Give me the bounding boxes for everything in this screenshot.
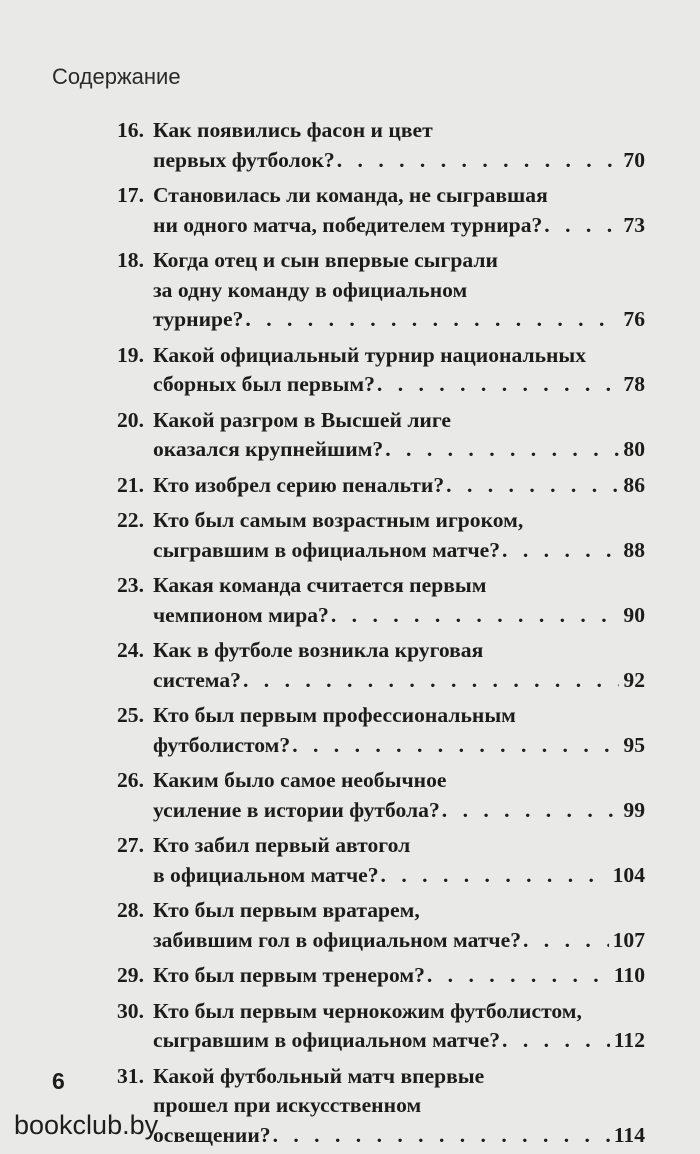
toc-entry-page: 99 — [623, 797, 645, 822]
dot-leader — [331, 601, 620, 631]
dot-leader — [502, 1026, 610, 1056]
toc-entry-number: 29. — [117, 963, 144, 987]
toc-entry-body — [153, 636, 645, 695]
toc-entry-page: 110 — [613, 963, 645, 987]
toc-entry — [117, 636, 645, 695]
toc-entry-number: 16. — [117, 118, 144, 142]
dot-leader — [245, 305, 619, 335]
toc-entry-page: 107 — [612, 927, 645, 952]
toc-entry-title-end: сыгравшим в официальном матче? — [153, 537, 501, 562]
toc-entry-page: 92 — [623, 667, 645, 692]
toc-entry-page: 95 — [623, 732, 645, 757]
toc-entry-last-line — [153, 471, 645, 501]
toc-entry-last-line — [153, 146, 645, 176]
toc-entry-number: 26. — [117, 768, 144, 792]
toc-entry-title-line: Какой официальный турнир национальных — [153, 342, 587, 367]
toc-entry-title-end: сборных был первым? — [153, 372, 375, 396]
toc-entry — [117, 246, 645, 335]
toc-entry-title-end: Кто изобрел серию пенальти? — [153, 472, 445, 497]
toc-entry — [117, 471, 645, 501]
toc-entry-title-end: первых футболок? — [153, 147, 335, 172]
toc-entry-title-line: прошел при искусственном — [153, 1093, 422, 1117]
toc-entry-number: 31. — [117, 1063, 144, 1088]
toc-entry-body — [153, 471, 645, 501]
toc-entry-body — [153, 831, 645, 890]
toc-entry-number: 30. — [117, 998, 144, 1023]
table-of-contents — [117, 116, 645, 1150]
toc-entry-page: 76 — [623, 307, 645, 331]
toc-entry-last-line — [153, 1026, 645, 1056]
toc-entry-title-end: забившим гол в официальном матче? — [153, 927, 521, 952]
dot-leader — [273, 1121, 610, 1151]
toc-entry-body — [153, 341, 645, 400]
toc-entry — [117, 571, 645, 630]
toc-entry-number: 21. — [117, 472, 144, 497]
watermark: bookclub.by — [14, 1110, 159, 1140]
page-number: 6 — [52, 1068, 65, 1094]
toc-entry-title-line: Кто был самым возрастным игроком, — [153, 508, 524, 532]
toc-entry-last-line — [153, 435, 645, 465]
toc-entry-title-line: Кто был первым вратарем, — [153, 898, 420, 922]
toc-entry-body — [153, 1062, 645, 1151]
dot-leader — [381, 861, 609, 891]
toc-entry-title-line: Как появились фасон и цвет — [153, 118, 433, 142]
toc-entry-title-end: футболистом? — [153, 732, 291, 757]
dot-leader — [502, 536, 619, 566]
toc-entry-body — [153, 181, 645, 240]
toc-entry-title-end: усиление в истории футбола? — [153, 797, 440, 822]
dot-leader — [523, 926, 609, 956]
toc-entry-title-line: Когда отец и сын впервые сыграли — [153, 248, 498, 272]
toc-entry-page: 70 — [623, 147, 645, 172]
toc-entry-body — [153, 701, 645, 760]
toc-entry-body — [153, 406, 645, 465]
toc-entry-last-line — [153, 1121, 645, 1151]
toc-entry — [117, 961, 645, 991]
toc-entry-body — [153, 571, 645, 630]
toc-entry-title-line: Кто был первым профессиональным — [153, 703, 516, 727]
toc-entry-body — [153, 506, 645, 565]
toc-entry — [117, 831, 645, 890]
toc-entry-page: 80 — [623, 437, 645, 461]
toc-entry-title-end: в официальном матче? — [153, 862, 379, 887]
dot-leader — [385, 435, 619, 465]
toc-entry — [117, 181, 645, 240]
dot-leader — [292, 731, 619, 761]
toc-entry-number: 25. — [117, 703, 144, 727]
dot-leader — [544, 211, 619, 241]
toc-entry-number: 20. — [117, 407, 144, 432]
toc-entry-page: 90 — [623, 602, 645, 627]
toc-entry-body — [153, 766, 645, 825]
toc-entry — [117, 997, 645, 1056]
toc-entry-page: 112 — [613, 1028, 645, 1052]
toc-entry-number: 23. — [117, 573, 144, 597]
toc-entry-title-line: за одну команду в официальном — [153, 277, 468, 302]
toc-entry-body — [153, 246, 645, 335]
toc-entry-last-line — [153, 211, 645, 241]
toc-entry-title-end: система? — [153, 667, 241, 692]
toc-entry-title-end: освещении? — [153, 1122, 271, 1147]
toc-entry-body — [153, 896, 645, 955]
toc-entry-title-end: сыгравшим в официальном матче? — [153, 1028, 501, 1052]
toc-entry-title-end: Кто был первым тренером? — [153, 963, 425, 987]
toc-entry-title-line: Как в футболе возникла круговая — [153, 638, 484, 662]
toc-entry-title-end: чемпионом мира? — [153, 602, 329, 627]
toc-entry-title-end: турнире? — [153, 307, 244, 331]
toc-entry — [117, 116, 645, 175]
toc-entry-last-line — [153, 926, 645, 956]
toc-entry — [117, 896, 645, 955]
toc-entry-number: 19. — [117, 342, 144, 367]
toc-entry-last-line — [153, 796, 645, 826]
toc-entry-number: 17. — [117, 183, 144, 207]
toc-entry-title-line: Становилась ли команда, не сыгравшая — [153, 183, 548, 207]
toc-entry-body — [153, 116, 645, 175]
dot-leader — [243, 666, 619, 696]
dot-leader — [377, 370, 620, 400]
toc-entry-number: 22. — [117, 508, 144, 532]
toc-entry-last-line — [153, 305, 645, 335]
toc-entry-page: 78 — [623, 372, 645, 396]
dot-leader — [446, 471, 619, 501]
toc-entry-page: 88 — [623, 537, 645, 562]
toc-entry-last-line — [153, 961, 645, 991]
toc-entry-number: 28. — [117, 898, 144, 922]
toc-entry-last-line — [153, 601, 645, 631]
toc-entry-title-line: Какой футбольный матч впервые — [153, 1063, 485, 1088]
section-title: Содержание — [52, 64, 181, 89]
toc-entry-body — [153, 961, 645, 991]
toc-entry-page: 114 — [613, 1122, 645, 1147]
toc-entry-last-line — [153, 370, 645, 400]
toc-entry-title-line: Какая команда считается первым — [153, 573, 487, 597]
toc-entry — [117, 506, 645, 565]
toc-entry-last-line — [153, 861, 645, 891]
toc-entry — [117, 341, 645, 400]
toc-entry-number: 27. — [117, 833, 144, 857]
toc-entry — [117, 1062, 645, 1151]
toc-entry-page: 104 — [612, 862, 645, 887]
toc-entry-title-line: Каким было самое необычное — [153, 768, 447, 792]
toc-entry-number: 24. — [117, 638, 144, 662]
toc-entry-title-end: оказался крупнейшим? — [153, 437, 384, 461]
toc-entry-title-end: ни одного матча, победителем турнира? — [153, 212, 543, 237]
dot-leader — [427, 961, 610, 991]
toc-entry — [117, 406, 645, 465]
toc-entry-page: 73 — [623, 212, 645, 237]
toc-entry-last-line — [153, 731, 645, 761]
toc-entry-last-line — [153, 666, 645, 696]
dot-leader — [442, 796, 620, 826]
toc-entry-page: 86 — [623, 472, 645, 497]
toc-entry-title-line: Какой разгром в Высшей лиге — [153, 407, 451, 432]
toc-entry-title-line: Кто был первым чернокожим футболистом, — [153, 998, 582, 1023]
toc-entry-title-line: Кто забил первый автогол — [153, 833, 411, 857]
toc-entry-last-line — [153, 536, 645, 566]
dot-leader — [337, 146, 620, 176]
toc-entry-body — [153, 997, 645, 1056]
toc-entry — [117, 766, 645, 825]
toc-entry — [117, 701, 645, 760]
toc-entry-number: 18. — [117, 248, 144, 272]
